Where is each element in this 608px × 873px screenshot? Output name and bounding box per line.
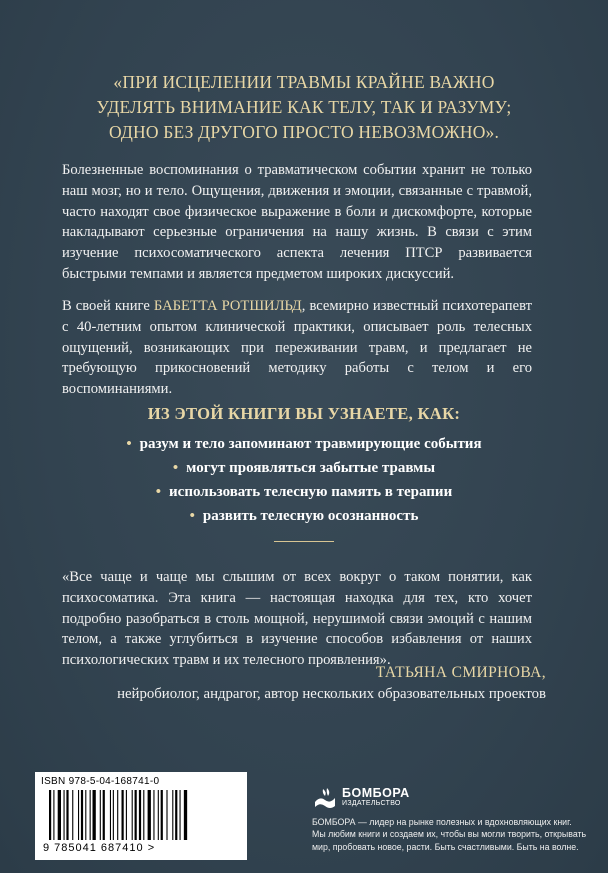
learn-item-text: могут проявляться забытые травмы [186, 460, 436, 476]
learn-list-item [0, 504, 608, 528]
bullet-icon: • [126, 436, 132, 452]
epigraph-quote [40, 70, 568, 145]
author-paragraph-start: В своей книге [62, 298, 154, 314]
review-quote: «Все чаще и чаще мы слышим от всех вокруг о таком понятии, как психосоматика. Эта книга — настоящая находка для тех, кто хочет подробно разобраться в столь мощной, нерушимой связи эмоций с нашим телом, а также углубиться в изучение способов избавления от наших психологических травм и их телесного проявления». [62, 569, 532, 669]
learn-item-text: развить телесную осознанность [202, 508, 419, 524]
quote-line: «ПРИ ИСЦЕЛЕНИИ ТРАВМЫ КРАЙНЕ ВАЖНО [113, 72, 495, 92]
publisher-logo-block [312, 786, 562, 810]
publisher-text-line: Мы любим книги и создаем их, чтобы вы могли творить, открывать [312, 829, 587, 840]
publisher-text-line: БОМБОРА — лидер на рынке полезных и вдохновляющих книг. [312, 817, 572, 827]
reviewer-name: ТАТЬЯНА СМИРНОВА, [375, 664, 546, 681]
learn-heading: ИЗ ЭТОЙ КНИГИ ВЫ УЗНАЕТЕ, КАК: [147, 404, 461, 423]
isbn-barcode [35, 772, 247, 860]
learn-list-item [0, 432, 608, 456]
author-paragraph-end: , всемирно известный психотерапевт с 40-летним опытом клинической практики, описывает роль телесных ощущений, возникающих при переживании травм, и предлагает не требующую прикосновений методику работы с телом и его воспоминаниями. [62, 298, 532, 398]
learn-item-text: разум и тело запоминают травмирующие события [139, 436, 482, 452]
section-divider [274, 541, 334, 542]
publisher-text-line: мир, пробовать новое, расти. Быть счастливыми. Быть на волне. [312, 841, 579, 852]
publisher-subtitle: ИЗДАТЕЛЬСТВО [342, 800, 401, 807]
learn-list [0, 432, 608, 528]
reviewer-description: нейробиолог, андрагог, автор нескольких образовательных проектов [117, 686, 546, 702]
publisher-logo-icon [312, 786, 338, 810]
learn-list-item [0, 456, 608, 480]
bullet-icon: • [189, 508, 195, 524]
bullet-icon: • [172, 460, 179, 476]
barcode-bars [47, 790, 239, 848]
bullet-icon: • [155, 484, 162, 500]
publisher-name: БОМБОРА [342, 786, 410, 800]
learn-item-text: использовать телесную память в терапии [169, 484, 453, 500]
quote-line: ОДНО БЕЗ ДРУГОГО ПРОСТО НЕВОЗМОЖНО». [108, 122, 500, 142]
author-name: БАБЕТТА РОТШИЛЬД [153, 298, 302, 314]
author-paragraph [62, 296, 532, 400]
barcode-digits: 9 785041 687410 > [41, 842, 243, 854]
intro-paragraph: Болезненные воспоминания о травматическом событии хранит не только наш мозг, но и тело. Ощущения, движения и эмоции, связанные с травмой, часто находят свое физическое выражение в боли и дискомфорте, которые накладывают серьезные ограничения на нашу жизнь. В связи с этим изучение психосоматического аспекта лечения ПТСР развивается быстрыми темпами и является предметом широких дискуссий. [62, 162, 532, 282]
quote-line: УДЕЛЯТЬ ВНИМАНИЕ КАК ТЕЛУ, ТАК И РАЗУМУ; [96, 97, 512, 117]
publisher-description [312, 816, 587, 853]
isbn-text: ISBN 978-5-04-168741-0 [41, 776, 160, 787]
learn-list-item [0, 480, 608, 504]
